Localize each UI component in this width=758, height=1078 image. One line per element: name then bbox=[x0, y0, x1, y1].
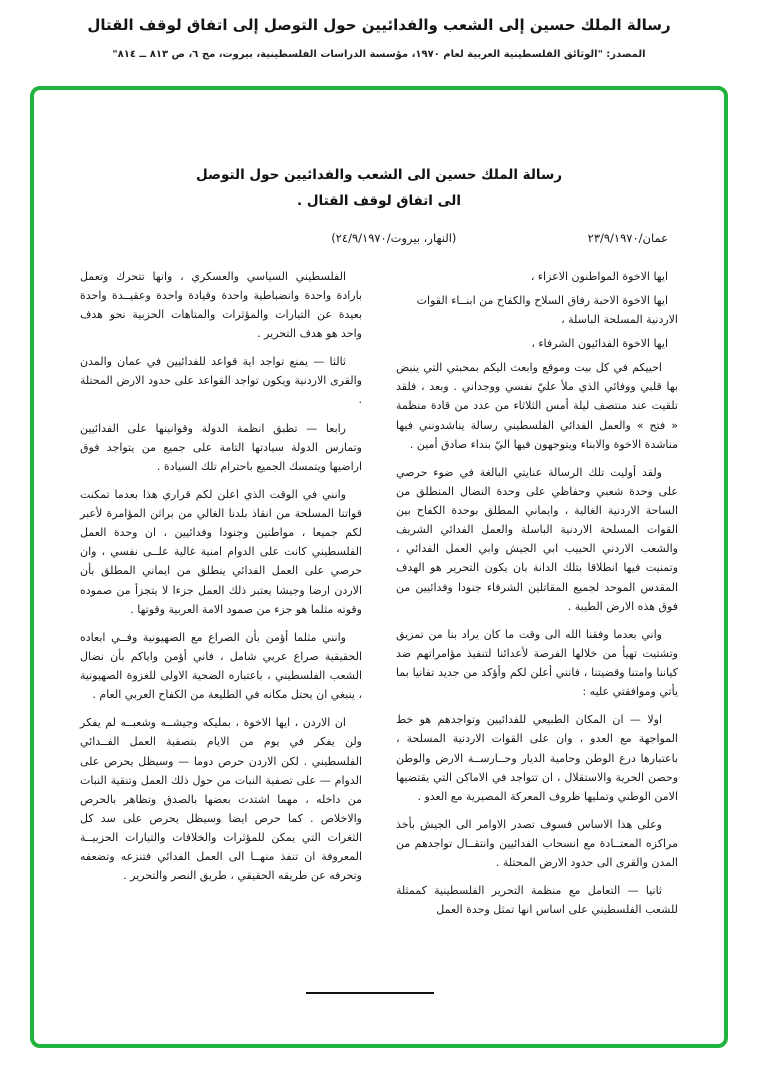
paragraph: وانني في الوقت الذي اعلن لكم قراري هذا بعدما تمكنت قواتنا المسلحة من انقاذ بلدنا الغالي من براثن المؤامرة لأعبر لكم جميعا ، مواطنين وجنودا وفدائيين ، ان وحدة العمل الفلسطيني كانت على الدوام امنية غالية علــى نفسي ، وان حرصي على العمل الفدائي ينطلق من ايماني المطلق بأن الاردن ارضا وجيشا يعتبر ذلك العمل جزءا لا يتجزأ من صموده وقوته مثلما هو جزء من صمود الامة العربية وقوتها . bbox=[80, 487, 362, 616]
paragraph: ايها الاخوة الفدائيون الشرفاء ، bbox=[531, 337, 668, 350]
top-header bbox=[0, 0, 758, 60]
scan-page bbox=[34, 90, 724, 1044]
document-title-line1: رسالة الملك حسين الى الشعب والفدائيين حول التوصل bbox=[195, 167, 563, 183]
paragraph: ثالثا — يمنع تواجد اية قواعد للفدائيين في عمان والمدن والقرى الاردنية ويكون تواجد القواعد على حدود الارض المحتلة . bbox=[80, 355, 362, 407]
paragraph: ثانيا — التعامل مع منظمة التحرير الفلسطينية كممثلة للشعب الفلسطيني على اساس انها تمثل وحدة العمل bbox=[396, 884, 678, 917]
dateline-place: عمان/٢٣/٩/١٩٧٠ bbox=[587, 230, 668, 245]
paragraph: ايها الاخوة الاحبة رفاق السلاح والكفاح من ابنــاء القوات الاردنية المسلحة الباسلة ، bbox=[416, 293, 678, 326]
paragraph: وعلى هذا الاساس فسوف تصدر الاوامر الى الجيش بأخذ مراكزه المعتــادة مع انسحاب الفدائيين وانتقــال تواجدهم من المدن والقرى الى حدود الارض المحتلة . bbox=[396, 817, 678, 870]
dateline bbox=[80, 231, 678, 245]
document-title-line2: الى اتفاق لوقف القتال . bbox=[297, 193, 461, 210]
footer-rule bbox=[306, 992, 434, 994]
paragraph: احييكم في كل بيت وموقع وابعث اليكم بمحبتي التي ينبض بها قلبي ووفائي الذي ملأ عليّ نفسي ووجداني . وبعد ، فلقد تلقيت عند منتصف ليلة أمس الثلاثاء من عدد من قادة منظمة « فتح » والعمل الفدائي الفلسطيني رسالة يناشدونني فيها مناشدة الاخوة والابناء ويتوجهون فيها اليّ بنداء صادق أمين . bbox=[396, 361, 678, 451]
paragraph: ولقد أوليت تلك الرسالة عنايتي البالغة في ضوء حرصي على وحدة شعبي وحفاظي على وحدة النضال المنطلق من الساحة الاردنية الغالية ، وايماني المطلق بوحدة الكفاح بين القوات المسلحة الاردنية الباسلة والعمل الفدائي الشريف والشعب الاردني الحبيب ابي الجيش وابي العمل الفدائي ، وتمنيت فيها انطلاقا بتلك الدانة بان يكون التحرير هو الهدف المقدس الموحد لجميع المقاتلين الشرفاء جنودا وفدائيين من فوق هذه الارض الطيبة . bbox=[396, 465, 678, 613]
right-column bbox=[396, 267, 678, 929]
page-title: رسالة الملك حسين إلى الشعب والفدائيين حول التوصل إلى اتفاق لوقف القتال bbox=[87, 16, 671, 34]
paragraph: اولا — ان المكان الطبيعي للفدائيين وتواجدهم هو خط المواجهة مع العدو ، وان على القوات الاردنية المسلحة ، باعتبارها درع الوطن وحامية الديار وحــارســة الارض والوطن وحصن الحرية والاستقلال ، ان تتواجد في الاماكن التي يقتضيها الامن الوطني وتمليها ظروف المعركة المصيرية مع العدو . bbox=[396, 713, 678, 803]
source-line: المصدر: "الوثائق الفلسطينية العربية لعام ١٩٧٠، مؤسسة الدراسات الفلسطينية، بيروت، مج ٦، ص ٨١٣ ــ ٨١٤" bbox=[112, 49, 646, 60]
paragraph: الفلسطيني السياسي والعسكري ، وانها تتحرك وتعمل بارادة واحدة وانضباطية واحدة وقيادة واحدة وعقيــدة واحدة بعيدة عن التيارات والمؤثرات والمتاهات الحزبية نحو هدف واحد هو هدف التحرير . bbox=[80, 269, 362, 340]
paragraph: ايها الاخوة المواطنون الاعزاء ، bbox=[530, 269, 668, 283]
paragraph: رابعا — تطبق انظمة الدولة وقوانينها على الفدائيين وتمارس الدولة سيادتها التامة على جميع من يتواجد فوق اراضيها ويتمسك الجميع باحترام تلك السيادة . bbox=[80, 421, 362, 473]
scan-frame bbox=[30, 86, 728, 1048]
left-column bbox=[80, 267, 362, 929]
paragraph: واني بعدما وفقنا الله الى وقت ما كان يراد بنا من تمزيق وتشتيت تهيأ من خلالها الفرصة لأعدائنا لتنفيذ مؤامراتهم ضد كياننا وامتنا وقضيتنا ، فانني أعلن لكم وأؤكد من جديد تفانيا بما يأتي وموافقتي عليه : bbox=[396, 627, 678, 699]
paragraph: وانني مثلما أؤمن بأن الصراع مع الصهيونية وفــي ابعاده الحقيقية صراع عربي شامل ، فاني أؤمن واياكم بأن نضال الشعب الفلسطيني ، باعتباره الضحية الاولى للغزوة الصهيونية ، ينبغي ان يحتل مكانه في الطليعة من الكفاح العربي العام . bbox=[80, 630, 362, 702]
document-body bbox=[80, 267, 678, 929]
paragraph: ان الاردن ، ايها الاخوة ، بمليكه وجيشــه وشعبــه لم يفكر ولن يفكر في يوم من الايام بتصفية العمل الفــدائي الفلسطيني . لكن الاردن حرص دوما — وسيظل يحرص على الدوام — على تصفية النبات من حول ذلك العمل وتنقية النبات من داخله ، مهما اشتدت بعضها بالصدق وتظاهر بالحرص والاخلاص . كما حرص ايضا وسيظل يحرص على سد كل الثغرات التي يمكن للمؤثرات والخلافات والتيارات الحزبيــة المعروفة ان تنفذ منهــا الى العمل الفدائي فتنزعه وتضعفه وتحرفه عن طريقه الحقيقي ، طريق النصر والتحرير . bbox=[80, 716, 362, 883]
document-title bbox=[80, 162, 678, 215]
dateline-source: (النهار، بيروت/٢٤/٩/١٩٧٠) bbox=[331, 230, 457, 245]
